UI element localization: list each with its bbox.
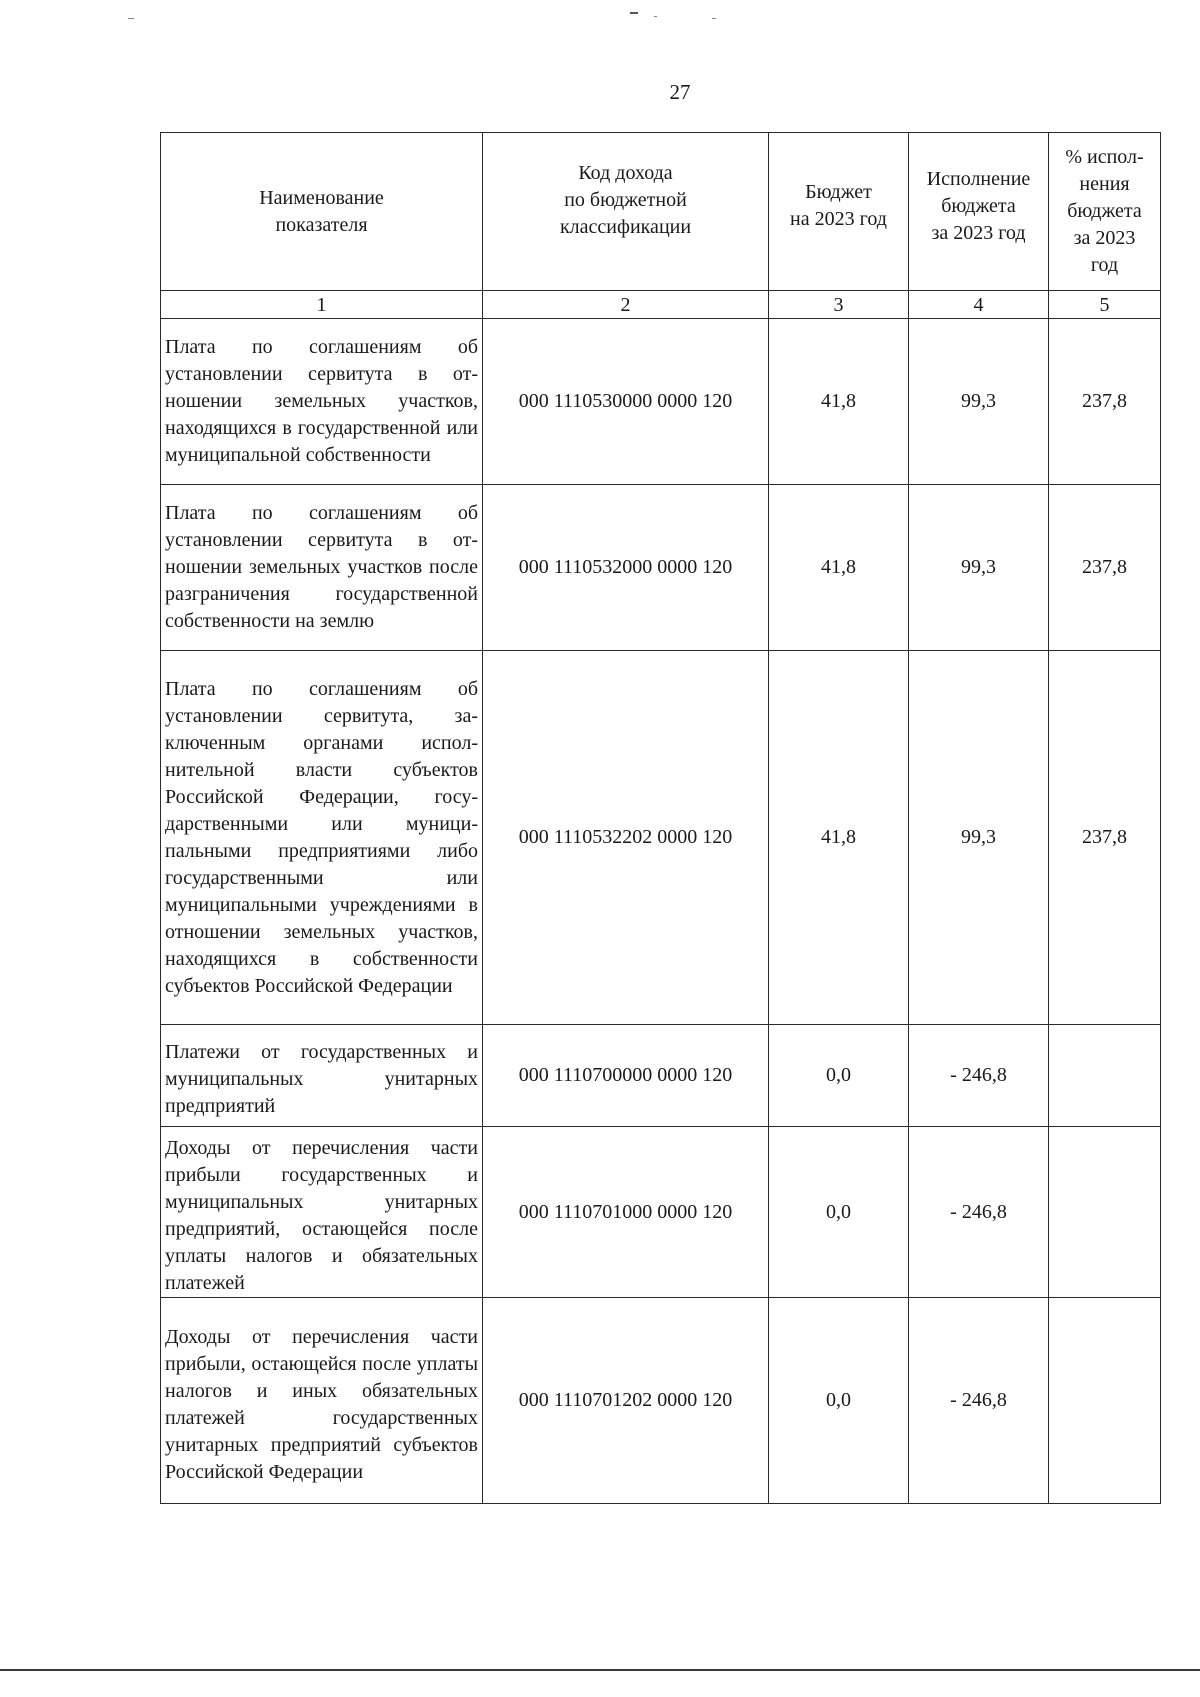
row-code: 000 1110532202 0000 120 (483, 651, 769, 1025)
header-percent: % испол- нения бюджета за 2023 год (1049, 133, 1161, 291)
row-code: 000 1110532000 0000 120 (483, 485, 769, 651)
table-row (161, 651, 1161, 1025)
row-percent: 237,8 (1049, 485, 1161, 651)
row-name: Платежи от государственных и муниципальных унитарных предприятий (161, 1025, 483, 1127)
page-number: 27 (669, 80, 691, 104)
header-budget: Бюджет на 2023 год (769, 133, 909, 291)
budget-table (160, 132, 1161, 1504)
table-header-row (161, 133, 1161, 291)
row-code: 000 1110701202 0000 120 (483, 1298, 769, 1504)
column-number-row (161, 291, 1161, 319)
row-percent: 237,8 (1049, 651, 1161, 1025)
row-code: 000 1110701000 0000 120 (483, 1127, 769, 1298)
table-row (161, 1025, 1161, 1127)
header-name: Наименование показателя (161, 133, 483, 291)
row-execution: - 246,8 (909, 1298, 1049, 1504)
page-bottom-rule (0, 1669, 1200, 1671)
row-execution: 99,3 (909, 319, 1049, 485)
row-budget: 0,0 (769, 1127, 909, 1298)
column-number: 2 (483, 291, 769, 319)
table-row (161, 1127, 1161, 1298)
row-budget: 41,8 (769, 319, 909, 485)
row-execution: - 246,8 (909, 1025, 1049, 1127)
row-percent: 237,8 (1049, 319, 1161, 485)
row-code: 000 1110700000 0000 120 (483, 1025, 769, 1127)
row-execution: 99,3 (909, 485, 1049, 651)
row-name: Доходы от перечисления части прибыли государственных и муниципальных унитарных предприятий, остающейся после уплаты налогов и обязательных платежей (161, 1127, 483, 1298)
header-execution: Исполнение бюджета за 2023 год (909, 133, 1049, 291)
row-name: Плата по соглашениям об установлении сервитута в отношении земельных участков после разграничения государственной собственности на землю (161, 485, 483, 651)
column-number: 3 (769, 291, 909, 319)
row-percent (1049, 1298, 1161, 1504)
row-budget: 41,8 (769, 651, 909, 1025)
header-code: Код дохода по бюджетной классификации (483, 133, 769, 291)
row-budget: 0,0 (769, 1298, 909, 1504)
row-execution: 99,3 (909, 651, 1049, 1025)
table-row (161, 485, 1161, 651)
table-row (161, 1298, 1161, 1504)
scan-artifact (630, 12, 638, 14)
column-number: 4 (909, 291, 1049, 319)
row-name: Плата по соглашениям об установлении сервитута, заключенным органами исполнительной власти субъектов Российской Федерации, государственными или муниципальными предприятиями либо государственными или муниципальными учреждениями в отношении земельных участков, находящихся в собственности субъектов Российской Федерации (161, 651, 483, 1025)
row-budget: 0,0 (769, 1025, 909, 1127)
row-code: 000 1110530000 0000 120 (483, 319, 769, 485)
scan-artifact (654, 16, 657, 17)
table-row (161, 319, 1161, 485)
row-percent (1049, 1025, 1161, 1127)
row-name: Доходы от перечисления части прибыли, остающейся после уплаты налогов и иных обязательных платежей государственных унитарных предприятий субъектов Российской Федерации (161, 1298, 483, 1504)
row-percent (1049, 1127, 1161, 1298)
column-number: 1 (161, 291, 483, 319)
row-budget: 41,8 (769, 485, 909, 651)
scan-artifact (712, 18, 716, 19)
column-number: 5 (1049, 291, 1161, 319)
row-name: Плата по соглашениям об установлении сервитута в отношении земельных участков, находящихся в государственной или муниципальной собственности (161, 319, 483, 485)
scan-artifact (128, 18, 134, 19)
row-execution: - 246,8 (909, 1127, 1049, 1298)
